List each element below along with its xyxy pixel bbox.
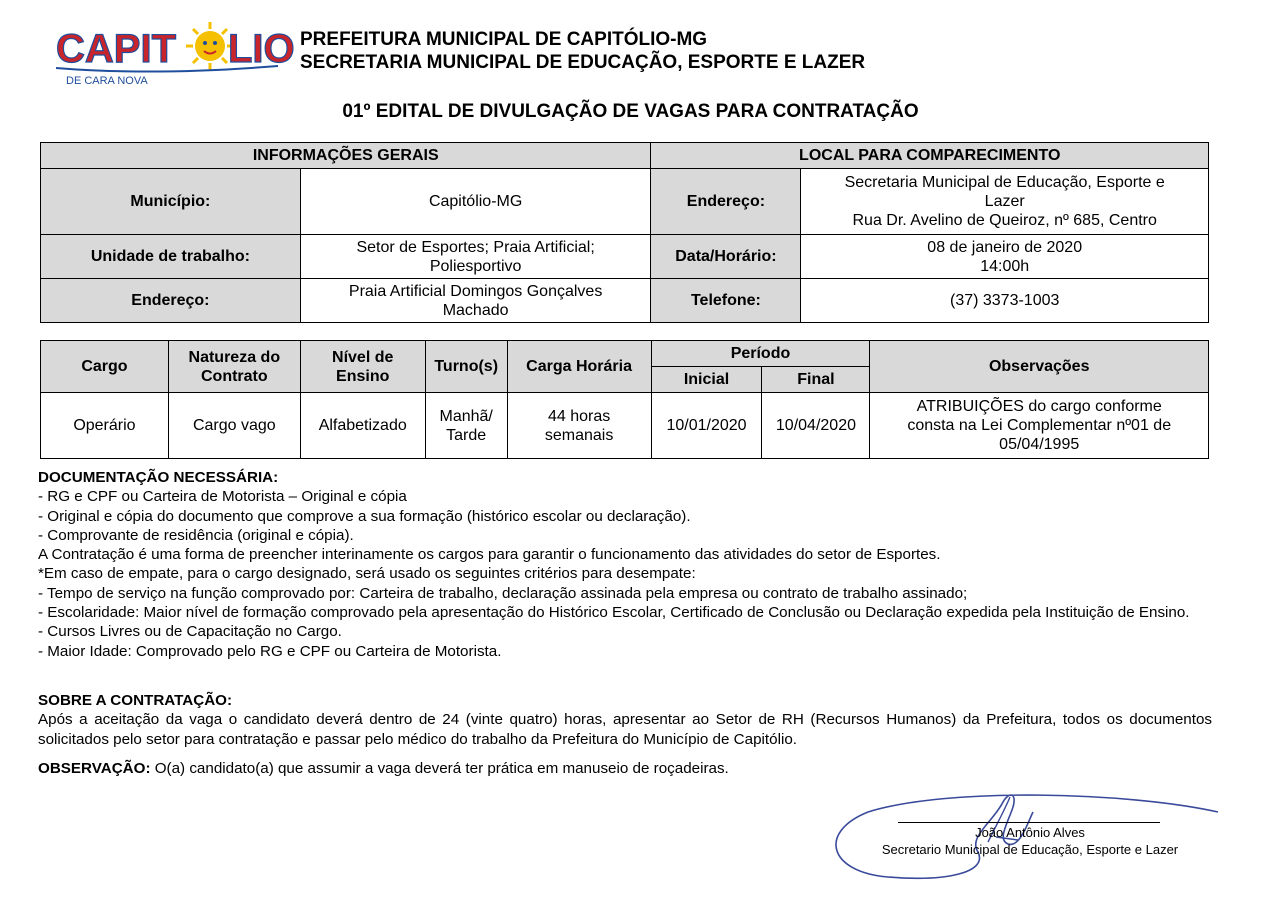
doc-line: - Original e cópia do documento que comprove a sua formação (histórico escolar ou declaração). bbox=[38, 507, 691, 525]
info-table bbox=[40, 142, 1209, 323]
endereco-line1: Secretaria Municipal de Educação, Esporte e bbox=[844, 174, 1165, 191]
edital-title: 01º EDITAL DE DIVULGAÇÃO DE VAGAS PARA CONTRATAÇÃO bbox=[342, 101, 919, 122]
col-turno: Turno(s) bbox=[425, 341, 507, 393]
doc-line: - RG e CPF ou Carteira de Motorista – Original e cópia bbox=[38, 488, 407, 506]
endereco-value bbox=[801, 169, 1209, 235]
col-nivel bbox=[300, 341, 425, 393]
secretaria-title: SECRETARIA MUNICIPAL DE EDUCAÇÃO, ESPORTE E LAZER bbox=[300, 52, 866, 73]
col-final: Final bbox=[762, 367, 870, 393]
obs-line3: 05/04/1995 bbox=[999, 436, 1080, 453]
capitolio-logo bbox=[52, 18, 295, 90]
observacao-section bbox=[38, 759, 1212, 778]
signature-line bbox=[898, 822, 1160, 823]
turno-line1: Manhã/ bbox=[439, 407, 493, 425]
col-carga: Carga Horária bbox=[507, 341, 651, 393]
logo-graphic bbox=[52, 18, 295, 90]
info-header-right: LOCAL PARA COMPARECIMENTO bbox=[651, 143, 1209, 169]
obs-line2: consta na Lei Complementar nº01 de bbox=[907, 417, 1172, 434]
endereco2-line2: Machado bbox=[442, 301, 509, 319]
col-inicial: Inicial bbox=[651, 367, 762, 393]
contratacao-section bbox=[38, 691, 1212, 749]
doc-line: - Comprovante de residência (original e cópia). bbox=[38, 526, 354, 544]
table-row bbox=[41, 393, 1209, 459]
cell-observacoes bbox=[870, 393, 1209, 459]
sun-icon bbox=[186, 22, 234, 70]
documentacao-title: DOCUMENTAÇÃO NECESSÁRIA: bbox=[38, 469, 279, 486]
data-value bbox=[801, 235, 1209, 279]
signer-name: João Antônio Alves bbox=[975, 825, 1085, 840]
doc-line: - Cursos Livres ou de Capacitação no Cargo. bbox=[38, 623, 342, 641]
nivel-header-line2: Ensino bbox=[336, 367, 390, 385]
prefeitura-title: PREFEITURA MUNICIPAL DE CAPITÓLIO-MG bbox=[300, 29, 708, 50]
col-cargo: Cargo bbox=[41, 341, 169, 393]
logo-wordmark: CAPIT bbox=[56, 27, 176, 71]
data-line1: 08 de janeiro de 2020 bbox=[927, 238, 1083, 256]
cell-natureza: Cargo vago bbox=[168, 393, 300, 459]
info-header-left: INFORMAÇÕES GERAIS bbox=[41, 143, 651, 169]
natureza-header-line2: Contrato bbox=[200, 367, 268, 385]
doc-line: A Contratação é uma forma de preencher interinamente os cargos para garantir o funcionamento das atividades do setor de Esportes. bbox=[38, 546, 941, 564]
observacao-label: OBSERVAÇÃO: bbox=[38, 760, 151, 777]
cell-nivel: Alfabetizado bbox=[300, 393, 425, 459]
endereco2-value bbox=[300, 279, 651, 323]
cell-cargo: Operário bbox=[41, 393, 169, 459]
cell-turno bbox=[425, 393, 507, 459]
telefone-label: Telefone: bbox=[651, 279, 801, 323]
cell-inicial: 10/01/2020 bbox=[651, 393, 762, 459]
unidade-line1: Setor de Esportes; Praia Artificial; bbox=[356, 238, 595, 256]
municipio-value: Capitólio-MG bbox=[300, 169, 651, 235]
endereco-line2: Lazer bbox=[984, 193, 1025, 210]
contratacao-text: Após a aceitação da vaga o candidato deverá dentro de 24 (vinte quatro) horas, apresentar ao Setor de RH (Recursos Humanos) da Prefeitura, todos os documentos solicitados pelo setor para contratação e passar pelo médico do trabalho da Prefeitura do Município de Capitólio. bbox=[38, 711, 1212, 748]
doc-line: - Maior Idade: Comprovado pelo RG e CPF ou Carteira de Motorista. bbox=[38, 642, 502, 660]
contratacao-title: SOBRE A CONTRATAÇÃO: bbox=[38, 692, 233, 709]
vagas-table bbox=[40, 340, 1209, 459]
cell-carga bbox=[507, 393, 651, 459]
signer-role: Secretario Municipal de Educação, Esporte e Lazer bbox=[881, 842, 1179, 857]
logo-subtext: DE CARA NOVA bbox=[66, 75, 148, 87]
data-label: Data/Horário: bbox=[651, 235, 801, 279]
unidade-value bbox=[300, 235, 651, 279]
endereco-label: Endereço: bbox=[651, 169, 801, 235]
col-periodo: Período bbox=[651, 341, 870, 367]
cell-final: 10/04/2020 bbox=[762, 393, 870, 459]
col-natureza bbox=[168, 341, 300, 393]
documentacao-section bbox=[38, 468, 1212, 661]
obs-line1: ATRIBUIÇÕES do cargo conforme bbox=[916, 398, 1162, 415]
col-observacoes: Observações bbox=[870, 341, 1209, 393]
logo-wordmark-end: LIO bbox=[228, 27, 295, 71]
nivel-header-line1: Nível de bbox=[332, 348, 394, 366]
header bbox=[300, 28, 865, 74]
endereco-line3: Rua Dr. Avelino de Queiroz, nº 685, Centro bbox=[852, 212, 1157, 229]
natureza-header-line1: Natureza do bbox=[188, 348, 281, 366]
unidade-label: Unidade de trabalho: bbox=[41, 235, 301, 279]
carga-line2: semanais bbox=[544, 426, 614, 444]
unidade-line2: Poliesportivo bbox=[429, 257, 522, 275]
data-line2: 14:00h bbox=[980, 257, 1030, 275]
telefone-value: (37) 3373-1003 bbox=[801, 279, 1209, 323]
endereco2-label: Endereço: bbox=[41, 279, 301, 323]
endereco2-line1: Praia Artificial Domingos Gonçalves bbox=[348, 282, 603, 300]
municipio-label: Município: bbox=[41, 169, 301, 235]
doc-line: - Tempo de serviço na função comprovado por: Carteira de trabalho, declaração assinada pela empresa ou contrato de trabalho assinado; bbox=[38, 584, 968, 602]
turno-line2: Tarde bbox=[446, 426, 487, 444]
carga-line1: 44 horas bbox=[547, 407, 611, 425]
doc-line: - Escolaridade: Maior nível de formação comprovado pela apresentação do Histórico Escolar, Certificado de Conclusão ou Declaração expedida pela Instituição de Ensino. bbox=[38, 604, 1190, 622]
observacao-text: O(a) candidato(a) que assumir a vaga deverá ter prática em manuseio de roçadeiras. bbox=[150, 760, 729, 777]
doc-line: *Em caso de empate, para o cargo designado, será usado os seguintes critérios para desempate: bbox=[38, 565, 696, 583]
